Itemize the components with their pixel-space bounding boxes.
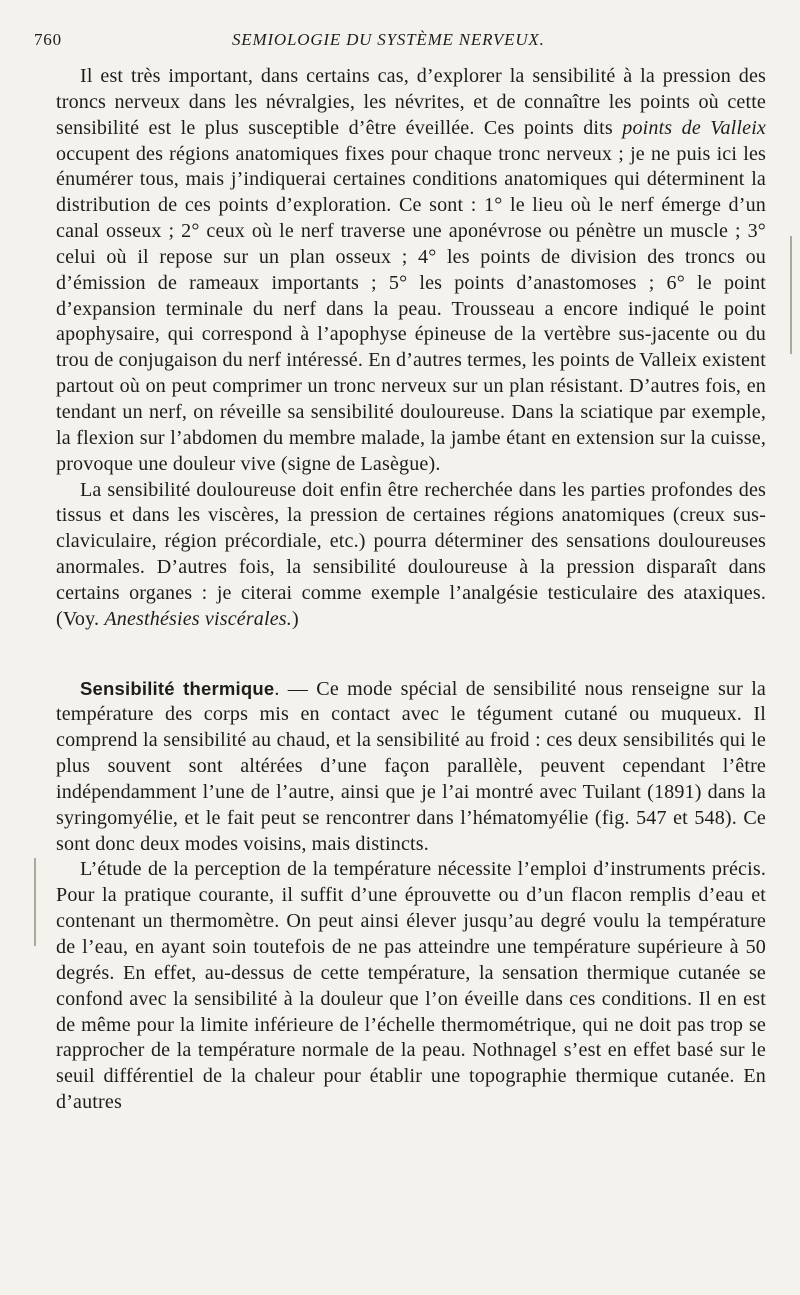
italic-cross-reference: Anesthésies viscérales. xyxy=(104,607,292,630)
paragraph-temperature-testing xyxy=(56,857,766,1115)
running-head xyxy=(34,28,766,54)
body-text xyxy=(56,64,766,1116)
page-number: 760 xyxy=(34,30,62,49)
section-heading: Sensibilité thermique xyxy=(80,677,275,699)
margin-line-mark xyxy=(34,858,36,946)
italic-term: points de Valleix xyxy=(622,116,767,139)
paragraph-thermal-sensitivity xyxy=(56,676,766,858)
paragraph-text: Il est très important, dans certains cas, d’explorer la sensibilité à la pression des troncs nerveux dans les névralgies, les névrites, et de connaître les points où cette sensibilité est le plus susceptible d’être éveillée. Ces points dits xyxy=(56,65,766,139)
paragraph-text: L’étude de la perception de la température nécessite l’emploi d’instruments précis. Pour la pratique courante, il suffit d’une éprouvette ou d’un flacon remplis d’eau et contenant un thermomètre. On peut ainsi élever jusqu’au degré voulu la température de l’eau, en ayant soin toutefois de ne pas atteindre une température supérieure à 50 degrés. En effet, au-dessus de cette température, la sensation thermique cutanée se confond avec la sensibilité à la douleur que l’on éveille dans ces conditions. Il en est de même pour la limite inférieure de l’échelle thermométrique, qui ne doit pas trop se rapprocher de la température normale de la peau. Nothnagel s’est en effet basé sur le seuil différentiel de la chaleur pour établir une topographie thermique cutanée. En d’autres xyxy=(56,858,766,1114)
paragraph-text: occupent des régions anatomiques fixes pour chaque tronc nerveux ; je ne puis ici les énumérer tous, mais j’indiquerai certaines conditions anatomiques qui déterminent la distribution de ces points d’exploration. Ce sont : 1° le lieu où le nerf émerge d’un canal osseux ; 2° ceux où le nerf traverse une aponévrose ou pénètre un muscle ; 3° celui où il repose sur un plan osseux ; 4° les points de division des troncs ou d’émission de rameaux importants ; 5° les points d’anastomoses ; 6° le point d’expansion terminale du nerf dans la peau. Trousseau a encore indiqué le point apophysaire, qui correspond à l’apophyse épineuse de la vertèbre sus-jacente ou du trou de conjugaison du nerf intéressé. En d’autres termes, les points de Valleix existent partout où on peut comprimer un tronc nerveux sur un plan résistant. D’autres fois, en tendant un nerf, on réveille sa sensibilité douloureuse. Dans la sciatique par exemple, la flexion sur l’abdomen du membre malade, la jambe étant en extension sur la cuisse, provoque une douleur vive (signe de Lasègue). xyxy=(56,142,766,475)
paragraph-text: . — Ce mode spécial de sensibilité nous renseigne sur la température des corps mis en contact avec le tégument cutané ou muqueux. Il comprend la sensibilité au chaud, et la sensibilité au froid : ces deux sensibilités qui le plus souvent sont altérées d’une façon parallèle, peuvent cependant l’être indépendamment l’une de l’autre, ainsi que je l’ai montré avec Tuilant (1891) dans la syringomyélie, et le fait peut se rencontrer dans l’hématomyélie (fig. 547 et 548). Ce sont donc deux modes voisins, mais distincts. xyxy=(56,677,767,855)
paragraph-visceral-pain xyxy=(56,478,766,633)
paragraph-text: ) xyxy=(291,607,299,630)
running-title: SEMIOLOGIE DU SYSTÈME NERVEUX. xyxy=(232,30,545,49)
margin-line-mark xyxy=(790,236,792,354)
paragraph-text: La sensibilité douloureuse doit enfin être recherchée dans les parties profondes des tissus et dans les viscères, la pression de certaines régions anatomiques (creux sus-claviculaire, région précordiale, etc.) pourra déterminer des sensations douloureuses anormales. D’autres fois, la sensibilité douloureuse à la pression disparaît dans certains organes : je citerai comme exemple l’analgésie testiculaire des ataxiques. (Voy. xyxy=(56,478,766,630)
paragraph-points-de-valleix xyxy=(56,64,766,478)
